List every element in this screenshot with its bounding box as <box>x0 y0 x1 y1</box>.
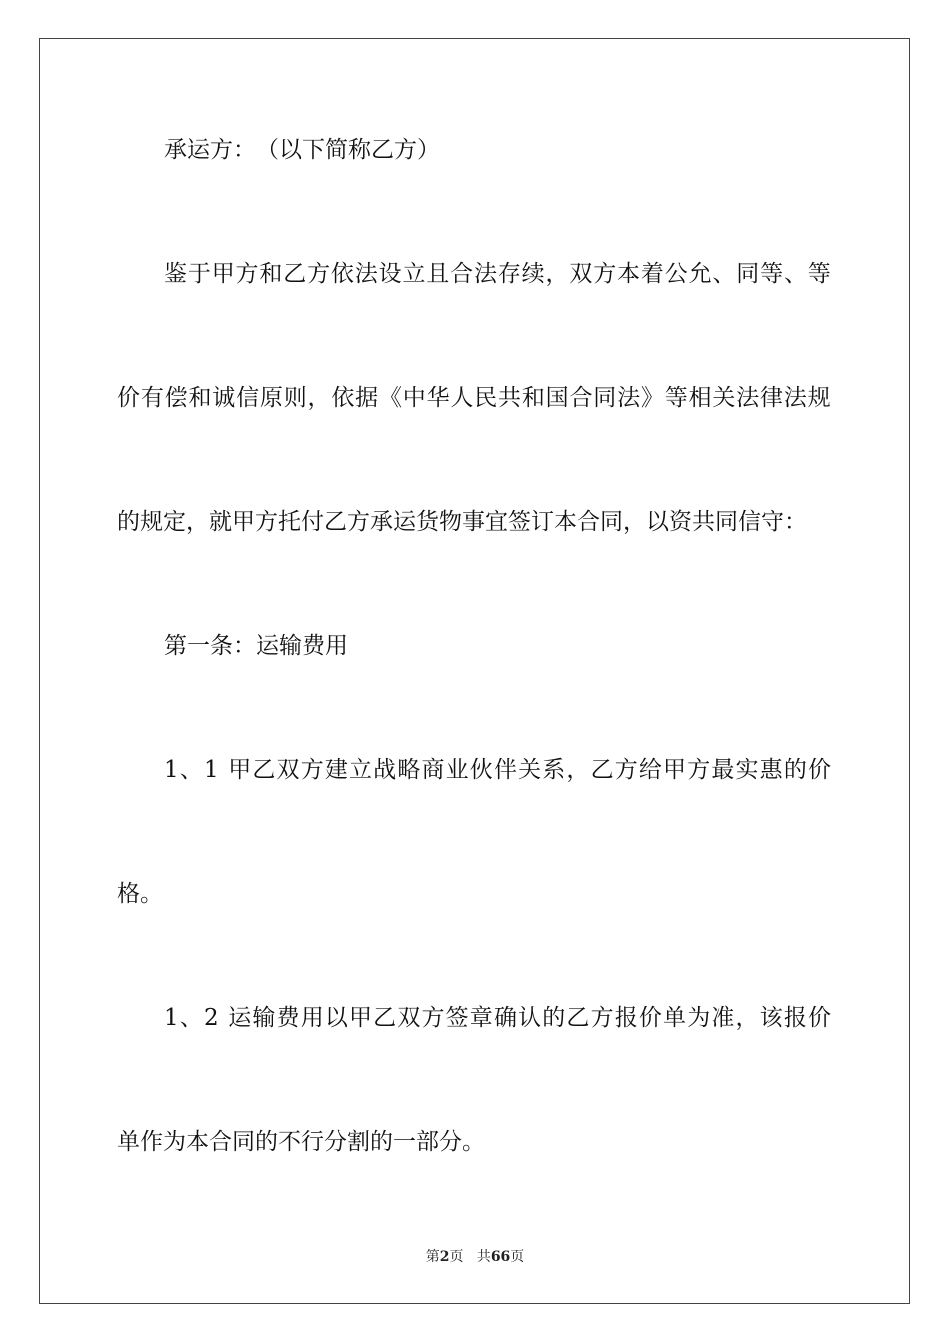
footer-page-prefix: 第 <box>425 1249 440 1265</box>
clause-line: 1 、 2 运 输 费 用 以 甲 乙 双 方 签 章 确 认 的 乙 方 报 价 单 为 准 ， 该 报 价 <box>164 1005 831 1031</box>
clause-line: 格。 <box>117 881 163 907</box>
page-footer <box>0 1248 950 1266</box>
paragraph-line: 价 有 偿 和 诚 信 原 则 ， 依 据 《 中 华 人 民 共 和 国 合 同 法 》 等 相 关 法 律 法 规 <box>117 385 831 411</box>
footer-page-suffix: 页 <box>449 1249 464 1265</box>
footer-total-pages: 66 <box>490 1249 511 1265</box>
paragraph-line: 鉴 于 甲 方 和 乙 方 依 法 设 立 且 合 法 存 续 ， 双 方 本 着 公 允 、 同 等 、 等 <box>164 261 831 287</box>
clause-line: 1 、 1 甲 乙 双 方 建 立 战 略 商 业 伙 伴 关 系 ， 乙 方 给 甲 方 最 实 惠 的 价 <box>164 757 831 783</box>
paragraph-line: 的规定，就甲方托付乙方承运货物事宜签订本合同，以资共同信守： <box>117 509 807 535</box>
page-frame <box>39 38 910 1304</box>
carrier-line: 承运方： （以下简称乙方） <box>164 137 440 163</box>
article-heading: 第一条：运输费用 <box>164 633 348 659</box>
footer-total-suffix: 页 <box>510 1249 525 1265</box>
footer-total-prefix: 共 <box>476 1249 491 1265</box>
footer-page-number: 2 <box>439 1249 450 1265</box>
clause-line: 单作为本合同的不行分割的一部分。 <box>117 1129 485 1155</box>
